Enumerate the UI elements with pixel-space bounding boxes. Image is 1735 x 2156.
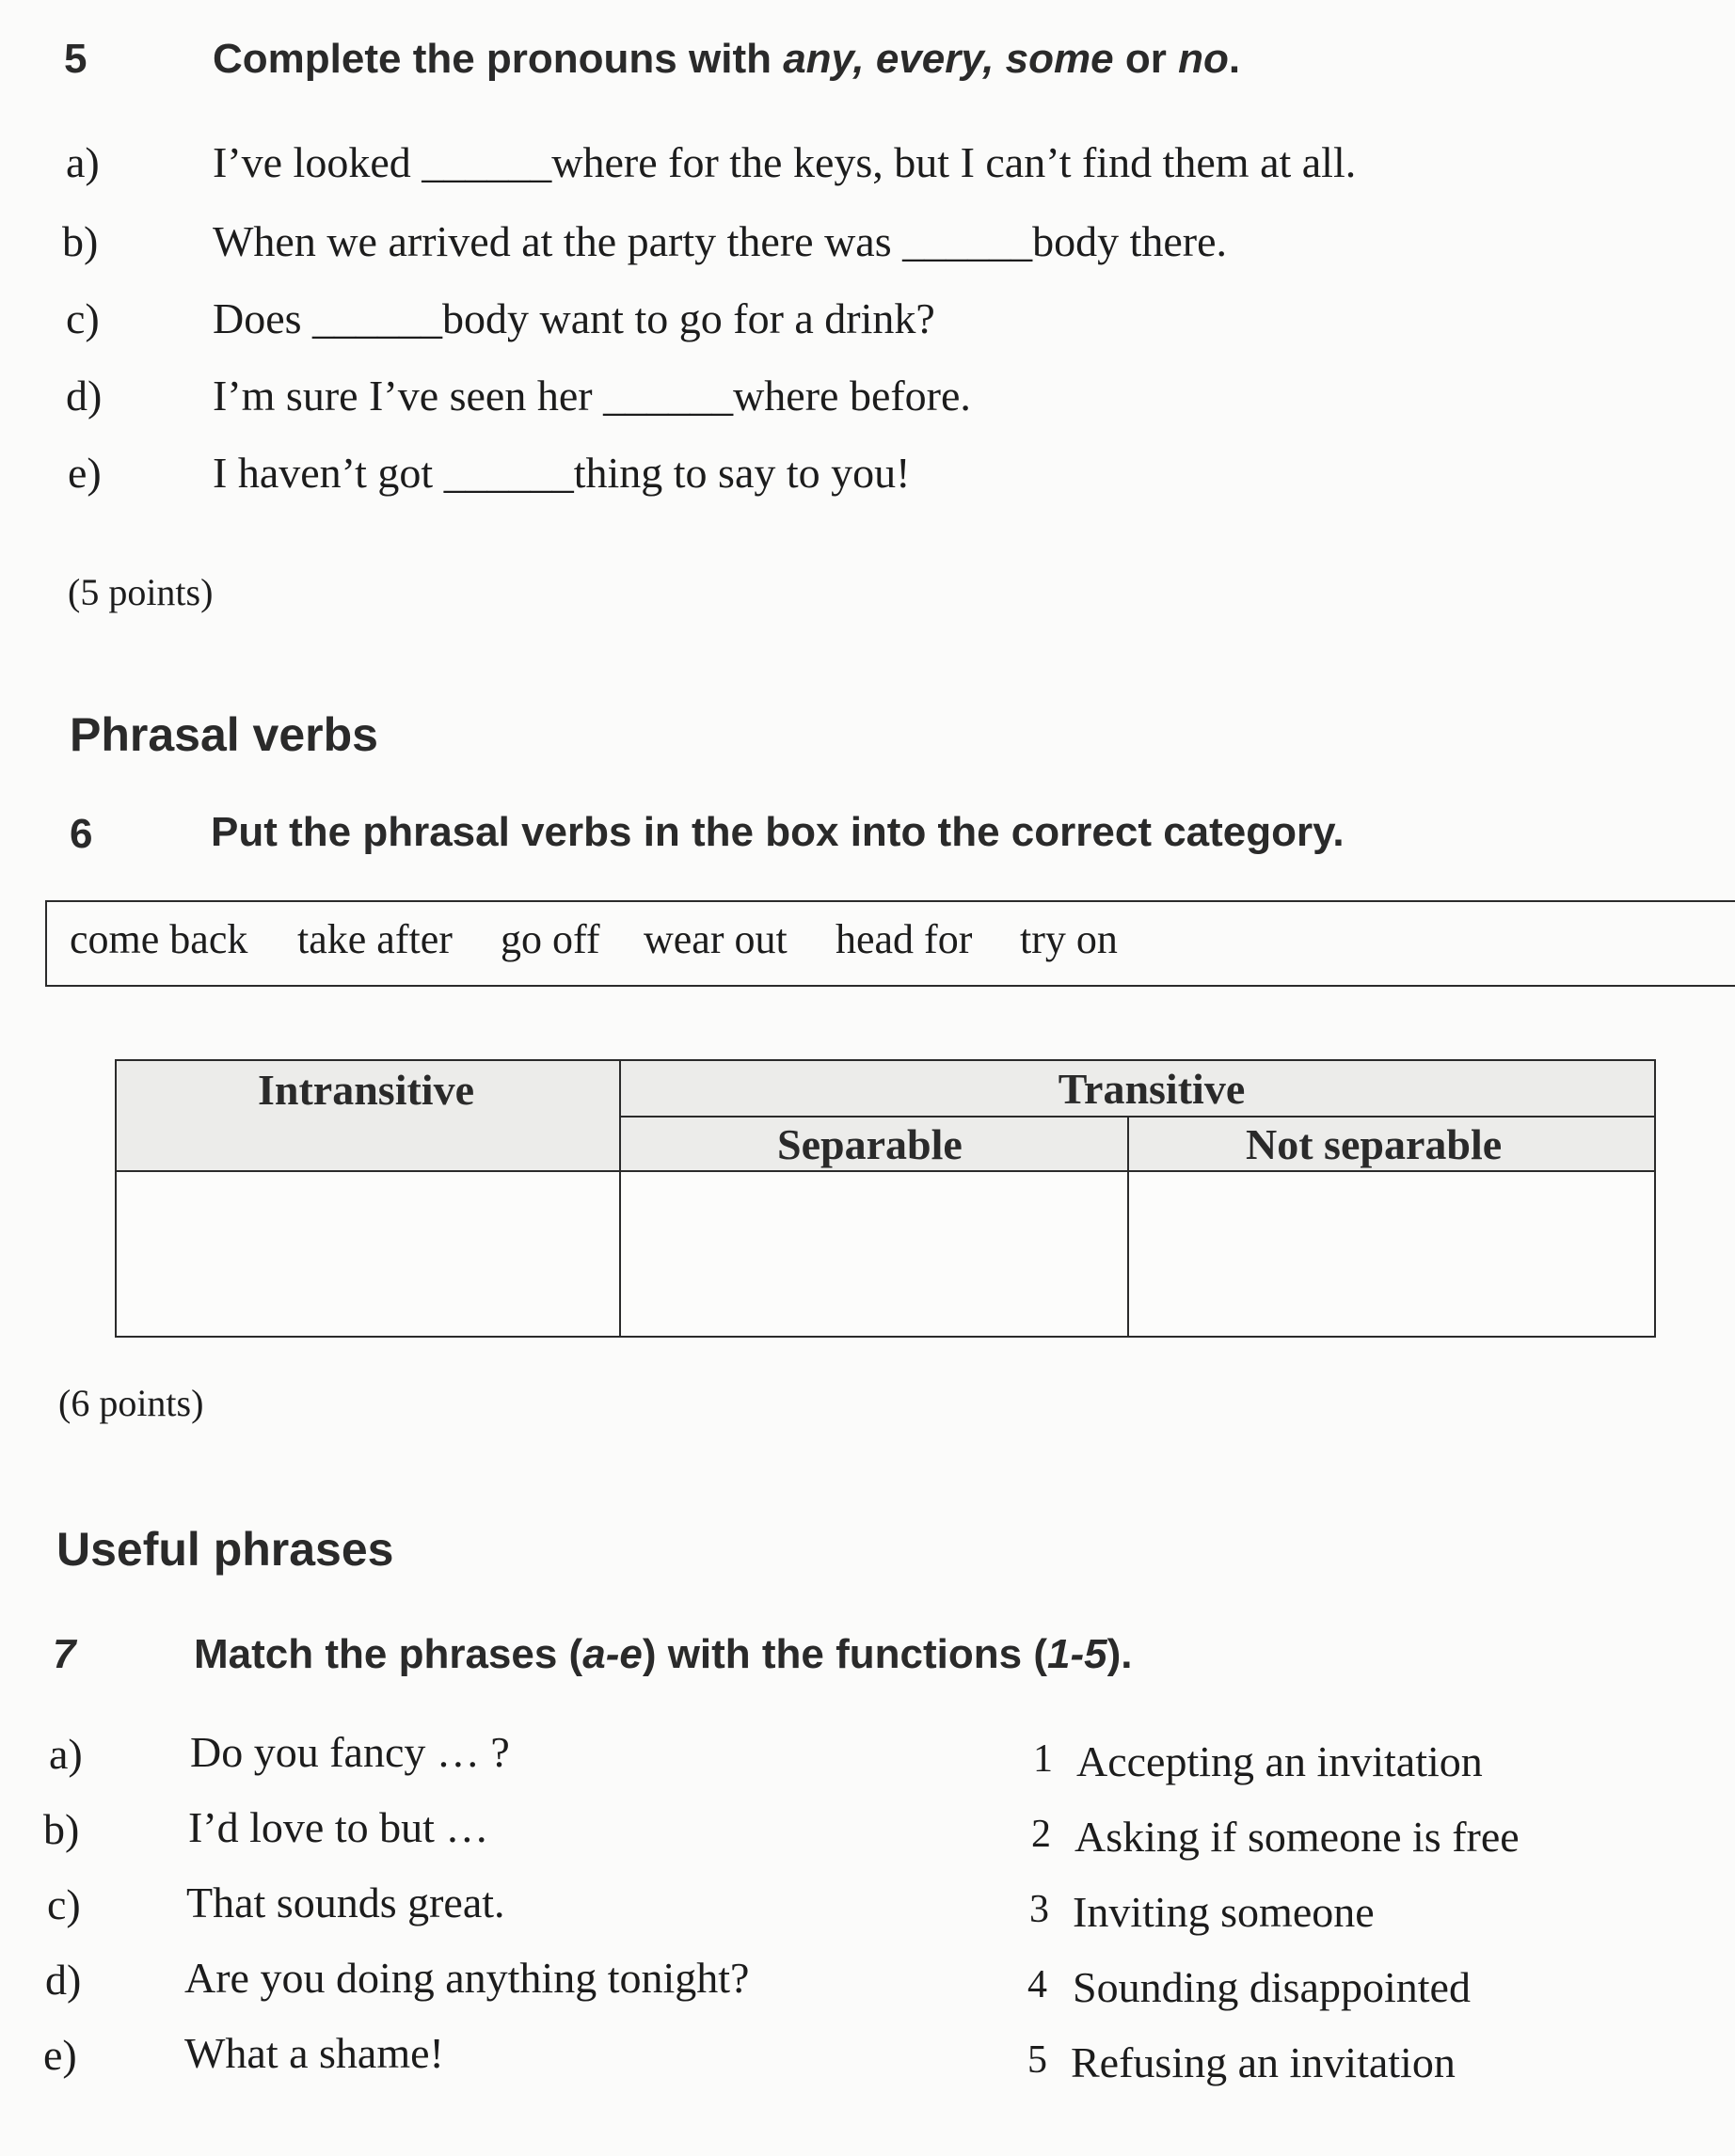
item-letter-d: d) [66,372,103,420]
instruction-text-or: or [1113,36,1179,82]
item-letter-a: a) [66,138,100,186]
sentence-before: When we arrived at the party there was [213,217,903,265]
verb-chip: come back [70,916,248,962]
answer-blank[interactable]: ______ [312,294,443,342]
answer-blank[interactable]: ______ [902,217,1033,265]
exercise-7-instruction [194,1631,1132,1678]
sentence-after: body want to go for a drink? [442,294,935,342]
header-not-separable-label: Not separable [1246,1119,1503,1168]
header-intransitive [116,1060,620,1171]
instruction-text-mid: ) with the functions ( [642,1631,1047,1677]
function-number-3: 3 [1029,1888,1049,1931]
phrase-text-b: I’d love to but … [188,1803,489,1851]
function-text-1: Accepting an invitation [1076,1737,1483,1785]
header-not-separable [1128,1117,1655,1171]
instruction-italic-ae: a-e [582,1631,643,1677]
exercise-5-instruction [213,36,1240,83]
phrase-text-a: Do you fancy … ? [190,1728,510,1776]
phrase-letter-c: c) [47,1880,81,1928]
answer-cell-separable[interactable] [620,1171,1128,1337]
verb-chip: wear out [644,916,788,962]
item-sentence-a [213,137,1356,187]
instruction-end: ). [1106,1631,1133,1677]
function-number-4: 4 [1027,1963,1047,2006]
exercise-7-number: 7 [53,1631,76,1677]
section-title-phrasal-verbs: Phrasal verbs [70,708,378,761]
phrase-letter-b: b) [43,1805,80,1853]
sentence-before: I’ve looked [213,138,422,186]
function-text-2: Asking if someone is free [1074,1813,1520,1861]
function-number-1: 1 [1033,1737,1053,1781]
instruction-italic-15: 1-5 [1046,1631,1107,1677]
item-letter-b: b) [62,217,99,265]
header-separable [620,1117,1128,1171]
item-sentence-d [213,371,971,420]
exercise-5-number: 5 [64,36,88,82]
header-intransitive-label: Intransitive [258,1066,474,1114]
item-sentence-e [213,448,910,498]
item-sentence-b [213,216,1227,266]
phrase-letter-e: e) [43,2031,77,2079]
item-letter-c: c) [66,294,100,342]
item-sentence-c [213,293,935,343]
instruction-end: . [1228,36,1241,82]
sentence-before: Does [213,294,313,342]
exercise-6-instruction: Put the phrasal verbs in the box into the correct category. [211,809,1345,855]
answer-cell-not-separable[interactable] [1128,1171,1655,1337]
verb-chip: try on [1020,916,1118,962]
instruction-text: Match the phrases ( [194,1631,583,1677]
sentence-before: I haven’t got [213,449,444,497]
function-text-4: Sounding disappointed [1073,1963,1471,2011]
sentence-before: I’m sure I’ve seen her [213,372,604,420]
answer-cell-intransitive[interactable] [116,1171,620,1337]
function-number-2: 2 [1031,1813,1051,1856]
instruction-text: Complete the pronouns with [213,36,784,82]
category-table [115,1059,1656,1338]
sentence-after: body there. [1032,217,1228,265]
answer-blank[interactable]: ______ [443,449,574,497]
verb-chip: go off [501,916,600,962]
function-text-5: Refusing an invitation [1071,2038,1456,2086]
header-separable-label: Separable [777,1119,963,1168]
sentence-after: where before. [733,372,971,420]
phrase-text-e: What a shame! [184,2029,444,2077]
section-title-useful-phrases: Useful phrases [56,1523,394,1576]
phrase-letter-a: a) [49,1730,83,1778]
verb-chip: head for [836,916,973,962]
header-transitive-label: Transitive [1058,1064,1246,1113]
function-number-5: 5 [1027,2038,1047,2082]
phrasal-verb-box [45,900,1735,987]
sentence-after: thing to say to you! [573,449,911,497]
exercise-6-number: 6 [70,811,93,857]
exercise-5-points: (5 points) [68,571,214,613]
sentence-after: where for the keys, but I can’t find them at all. [551,138,1357,186]
phrase-text-c: That sounds great. [186,1879,505,1926]
answer-blank[interactable]: ______ [422,138,552,186]
header-transitive [620,1060,1655,1117]
item-letter-e: e) [68,449,102,497]
phrase-letter-d: d) [45,1956,82,2004]
function-text-3: Inviting someone [1073,1888,1375,1936]
exercise-6-points: (6 points) [58,1382,204,1424]
verb-chip: take after [297,916,453,962]
instruction-italic-no: no [1178,36,1229,82]
answer-blank[interactable]: ______ [603,372,734,420]
phrase-text-d: Are you doing anything tonight? [184,1954,750,2002]
instruction-italic-words: any, every, some [783,36,1114,82]
